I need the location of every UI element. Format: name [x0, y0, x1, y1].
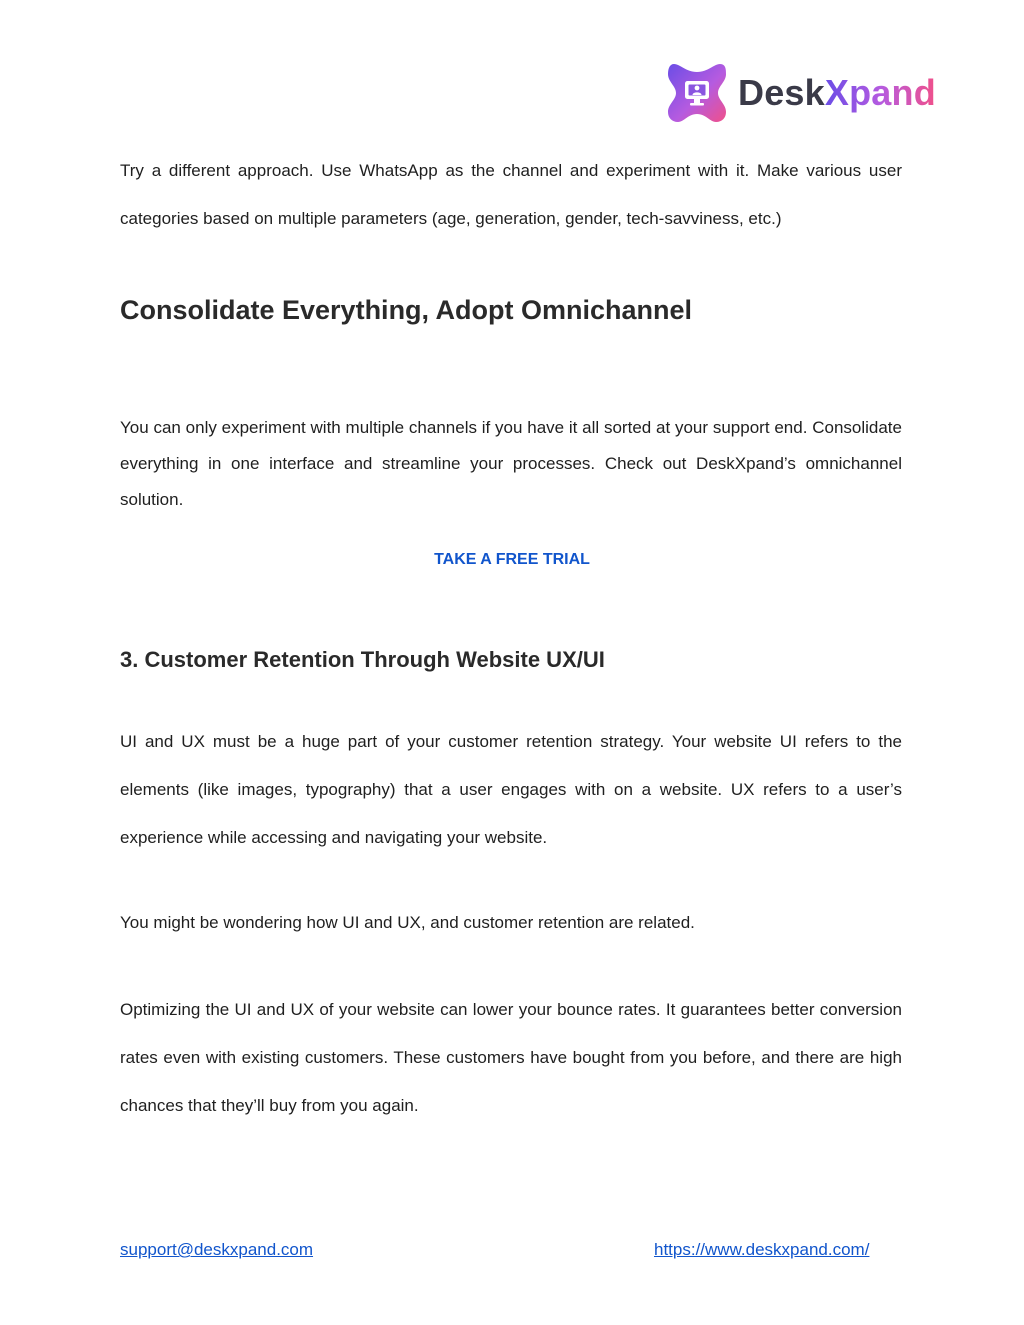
brand-name-xpand: Xpand — [824, 72, 936, 113]
brand-name-desk: Desk — [738, 72, 825, 113]
wondering-paragraph: You might be wondering how UI and UX, and customer retention are related. — [120, 913, 695, 932]
heading-section-3: 3. Customer Retention Through Website UX/UI — [120, 647, 605, 672]
uiux-paragraph: UI and UX must be a huge part of your customer retention strategy. Your website UI refers to the elements (like images, typography) that a user engages with on a website. UX refers to a user’s experience while accessing and navigating your website. — [120, 732, 902, 847]
website-link[interactable]: https://www.deskxpand.com/ — [654, 1240, 870, 1259]
intro-paragraph: Try a different approach. Use WhatsApp as the channel and experiment with it. Make various user categories based on multiple parameters (age, generation, gender, tech-savviness, etc.) — [120, 161, 902, 228]
free-trial-link[interactable]: TAKE A FREE TRIAL — [434, 551, 590, 568]
brand-logo — [664, 60, 936, 126]
omnichannel-paragraph: You can only experiment with multiple channels if you have it all sorted at your support end. Consolidate everything in one interface and streamline your processes. Check out DeskXpand’s omnichannel solution. — [120, 418, 902, 509]
heading-omnichannel: Consolidate Everything, Adopt Omnichannel — [120, 295, 693, 325]
brand-wordmark — [738, 72, 936, 113]
support-email-link[interactable]: support@deskxpand.com — [120, 1240, 314, 1259]
optimizing-paragraph: Optimizing the UI and UX of your website can lower your bounce rates. It guarantees better conversion rates even with existing customers. These customers have bought from you before, and there are high chances that they’ll buy from you again. — [120, 1000, 902, 1115]
desktop-monitor-icon — [664, 60, 730, 126]
